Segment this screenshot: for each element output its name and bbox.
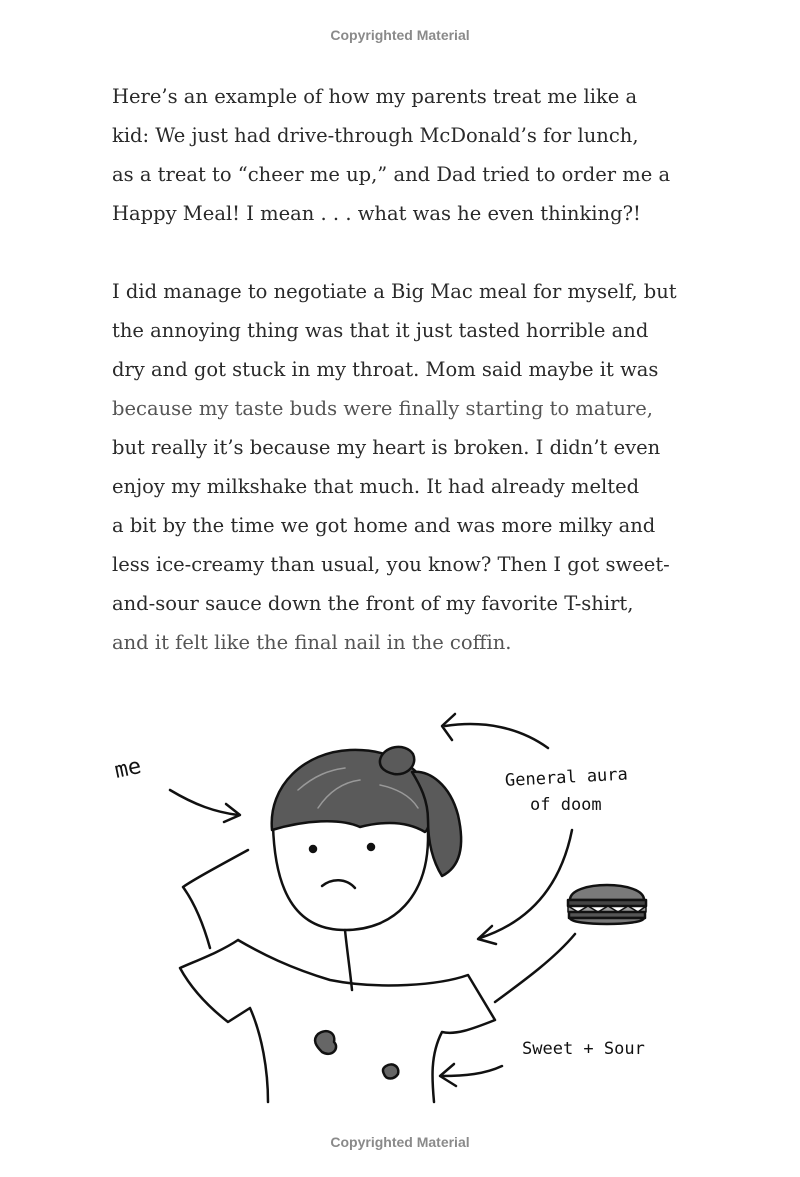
paragraph-1 — [112, 77, 712, 233]
text-line: kid: We just had drive-through McDonald’s for lunch, — [112, 124, 639, 147]
text-line: Happy Meal! I mean . . . what was he even thinking?! — [112, 202, 641, 225]
text-line: and it felt like the final nail in the coffin. — [112, 631, 512, 654]
girl-illustration — [0, 690, 800, 1120]
arrow-me — [170, 790, 238, 815]
text-line: as a treat to “cheer me up,” and Dad tried to order me a — [112, 163, 671, 186]
text-line: less ice-creamy than usual, you know? Then I got sweet- — [112, 553, 670, 576]
frown — [322, 880, 355, 888]
copyright-footer: Copyrighted Material — [330, 1134, 470, 1150]
arrow-aura-top — [445, 724, 548, 748]
text-line: the annoying thing was that it just tasted horrible and — [112, 319, 649, 342]
hair-bun — [380, 747, 414, 774]
text-line: because my taste buds were finally starting to mature, — [112, 397, 653, 420]
label-aura-2: of doom — [530, 795, 602, 815]
burger-icon — [568, 885, 646, 924]
left-arm — [183, 850, 248, 948]
arrow-aura-bottom — [480, 830, 572, 938]
label-sauce: Sweet + Sour — [522, 1039, 645, 1059]
label-me: me — [112, 753, 144, 784]
text-line: but really it’s because my heart is broken. I didn’t even — [112, 436, 661, 459]
left-eye — [310, 846, 316, 852]
right-eye — [368, 844, 374, 850]
label-aura-1: General aura — [504, 764, 629, 791]
sauce-stain — [383, 1064, 398, 1078]
text-line: enjoy my milkshake that much. It had already melted — [112, 475, 640, 498]
text-line: a bit by the time we got home and was more milky and — [112, 514, 656, 537]
text-line: I did manage to negotiate a Big Mac meal for myself, but — [112, 280, 677, 303]
copyright-header: Copyrighted Material — [330, 27, 470, 43]
shirt — [180, 940, 495, 1102]
sauce-stain — [315, 1031, 336, 1054]
paragraph-2 — [112, 272, 712, 662]
text-line: dry and got stuck in my throat. Mom said maybe it was — [112, 358, 659, 381]
text-line: Here’s an example of how my parents treat me like a — [112, 85, 638, 108]
right-arm — [495, 934, 575, 1002]
head-outline — [273, 825, 428, 930]
text-line: and-sour sauce down the front of my favorite T-shirt, — [112, 592, 634, 615]
